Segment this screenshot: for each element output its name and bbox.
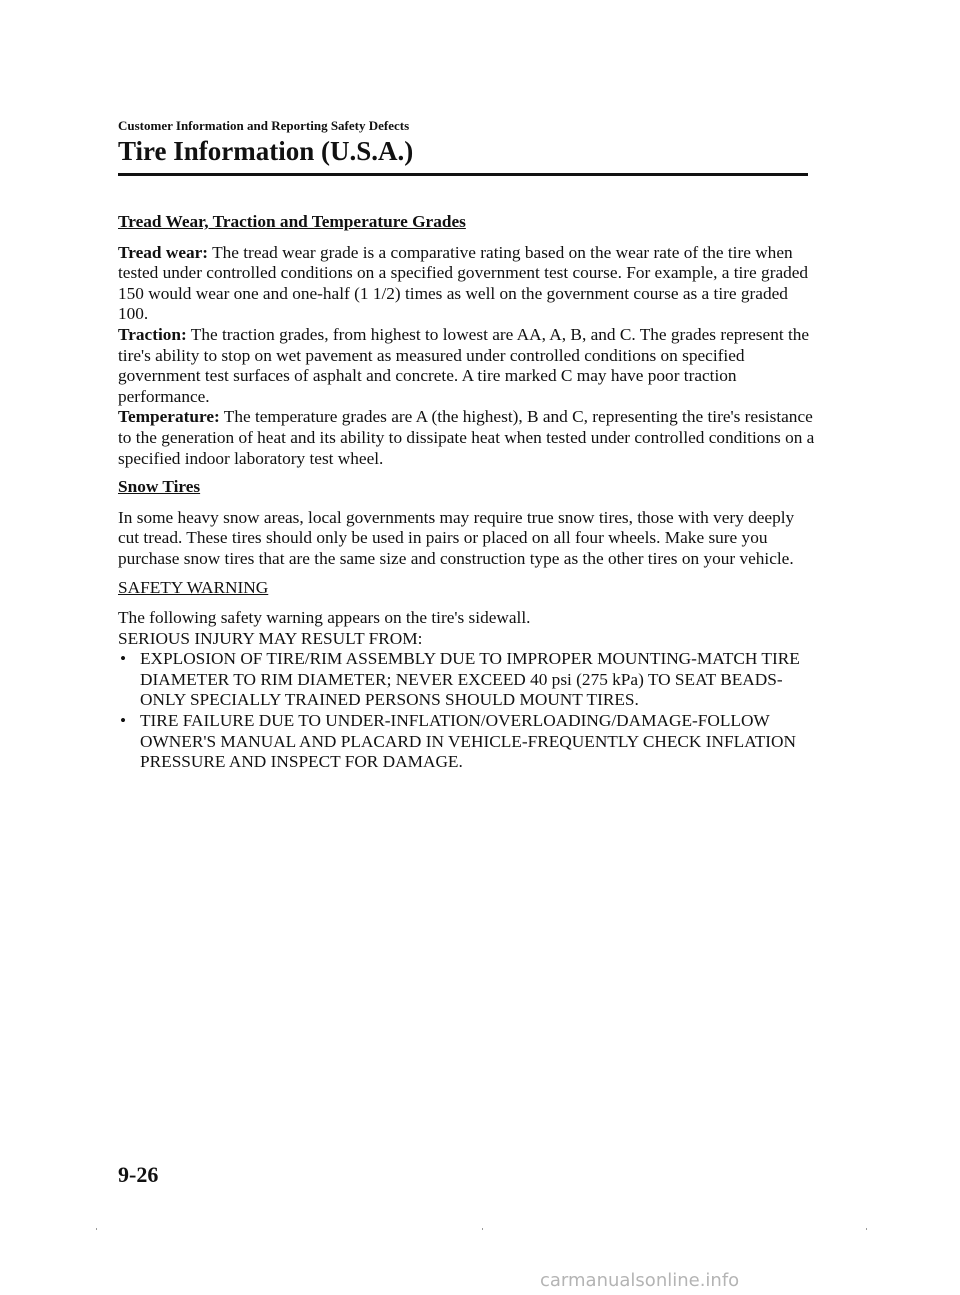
- list-item-text: TIRE FAILURE DUE TO UNDER-INFLATION/OVERLOADING/DAMAGE-FOLLOW OWNER'S MANUAL AND PLACARD IN VEHICLE-FREQUENTLY CHECK INFLATION PRESSURE AND INSPECT FOR DAMAGE.: [140, 711, 796, 772]
- safety-warning-heading: SAFETY WARNING: [118, 577, 269, 597]
- list-item: [118, 649, 818, 711]
- safety-warning-intro: The following safety warning appears on the tire's sidewall.: [118, 608, 531, 628]
- crop-mark: [866, 1228, 867, 1230]
- watermark: carmanualsonline.info: [540, 1270, 740, 1291]
- snow-tires-heading: Snow Tires: [118, 477, 201, 497]
- bullet-icon: •: [120, 711, 127, 731]
- tread-wear-text: The tread wear grade is a comparative rating based on the wear rate of the tire when tested under controlled conditions on a specified government test course. For example, a tire graded 150 would wear one and one-half (1 1/2) times as well on the government course as a tire graded 100.: [118, 242, 809, 324]
- crop-mark: [482, 1228, 483, 1230]
- footer-crop-marks: [0, 1228, 960, 1234]
- traction-term: Traction:: [118, 324, 187, 344]
- page-title: Tire Information (U.S.A.): [118, 136, 414, 166]
- safety-warning-list: [118, 649, 818, 773]
- page-content: [118, 212, 818, 773]
- crop-mark: [96, 1228, 97, 1230]
- traction-paragraph: [118, 325, 818, 407]
- list-item-text: EXPLOSION OF TIRE/RIM ASSEMBLY DUE TO IMPROPER MOUNTING-MATCH TIRE DIAMETER TO RIM DIAMETER; NEVER EXCEED 40 psi (275 kPa) TO SEAT BEADS-ONLY SPECIALLY TRAINED PERSONS SHOULD MOUNT TIRES.: [140, 649, 800, 710]
- traction-text: The traction grades, from highest to lowest are AA, A, B, and C. The grades represent the tire's ability to stop on wet pavement as measured under controlled conditions on specified government test surfaces of asphalt and concrete. A tire marked C may have poor traction performance.: [118, 324, 810, 406]
- tread-wear-paragraph: [118, 243, 818, 325]
- snow-tires-paragraph: In some heavy snow areas, local governments may require true snow tires, those with very deeply cut tread. These tires should only be used in pairs or placed on all four wheels. Make sure you purchase snow tires that are the same size and construction type as the other tires on your vehicle.: [118, 507, 795, 568]
- title-divider: [118, 173, 808, 176]
- temperature-term: Temperature:: [118, 407, 220, 427]
- bullet-icon: •: [120, 649, 127, 669]
- temperature-paragraph: [118, 407, 818, 469]
- page-number: 9-26: [118, 1162, 159, 1187]
- safety-warning-subhead: SERIOUS INJURY MAY RESULT FROM:: [118, 628, 423, 648]
- list-item: [118, 711, 818, 773]
- section-label: Customer Information and Reporting Safety Defects: [118, 118, 410, 133]
- temperature-text: The temperature grades are A (the highest), B and C, representing the tire's resistance to the generation of heat and its ability to dissipate heat when tested under controlled conditions on a specified indoor laboratory test wheel.: [118, 407, 815, 468]
- tread-grades-heading: Tread Wear, Traction and Temperature Grades: [118, 212, 466, 231]
- tread-wear-term: Tread wear:: [118, 242, 209, 262]
